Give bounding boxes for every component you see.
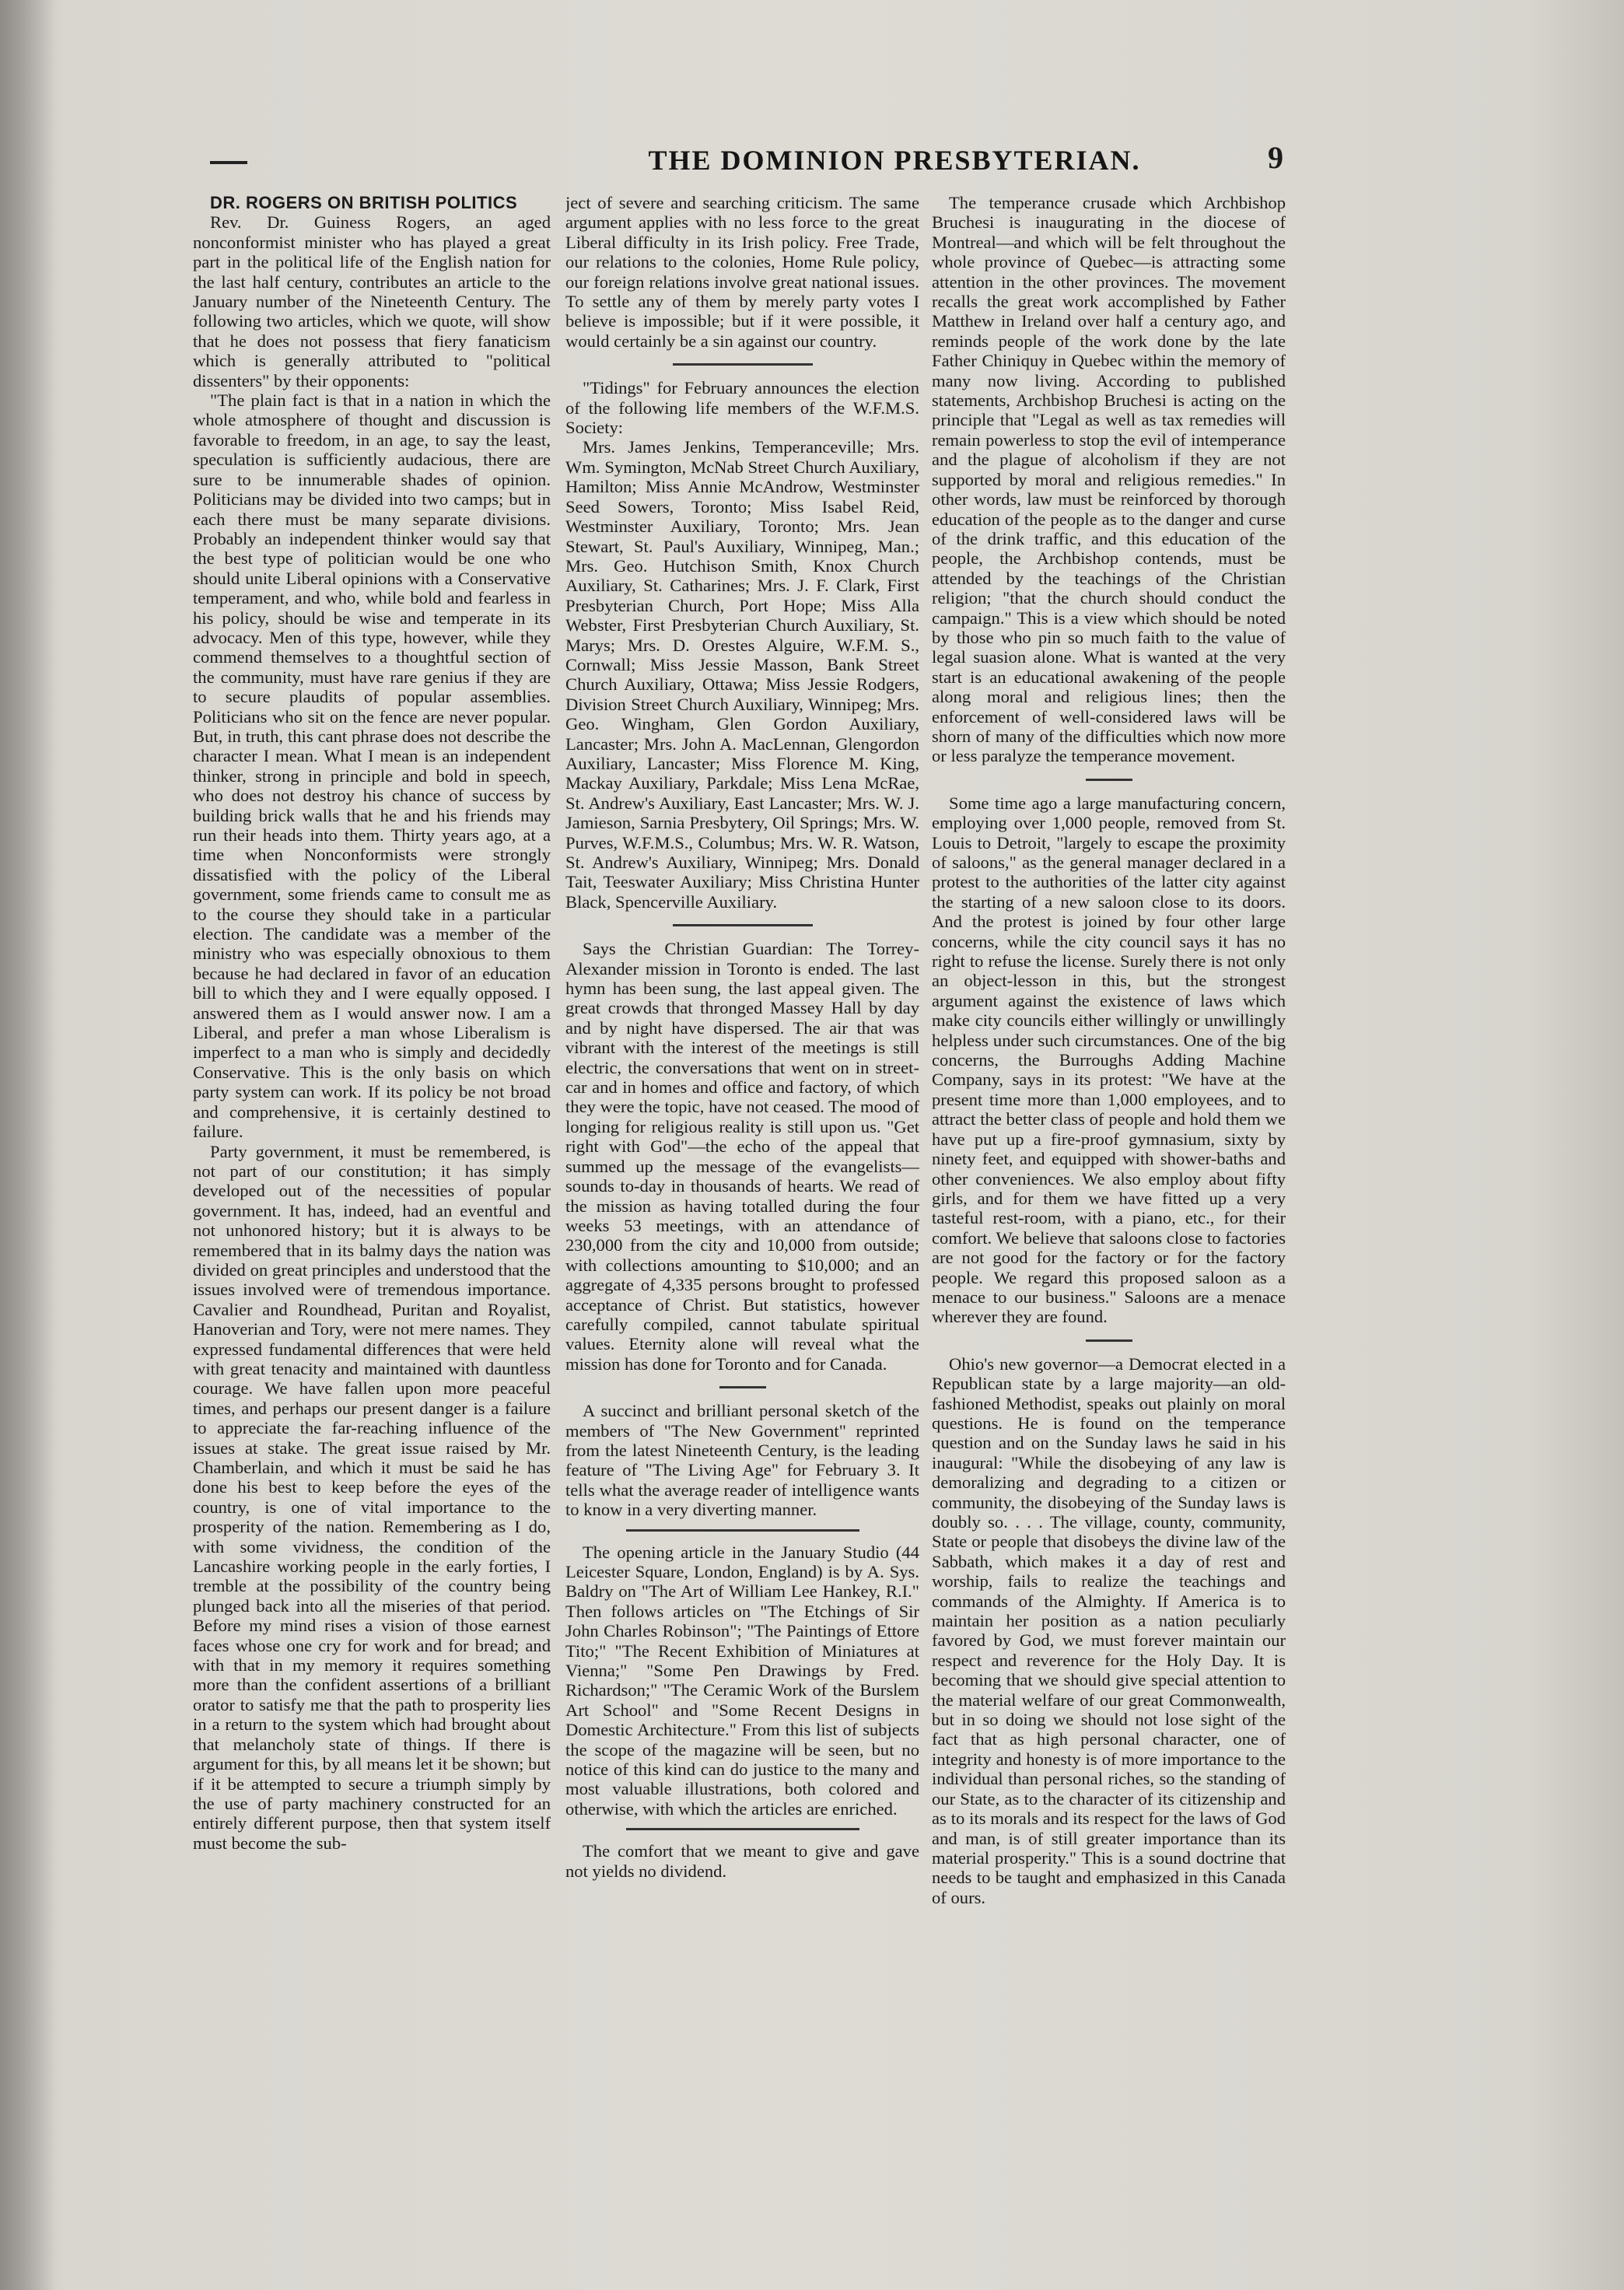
- article-paragraph: The temperance crusade which Archbishop Bruchesi is inaugurating in the diocese of Montreal—and which will be felt throughout the whole province of Quebec—is attracting some attention in the other provinces. The movement recalls the great work accomplished by Father Matthew in Ireland over half a century ago, and reminds people of the work done by the late Father Chiniquy in Quebec within the memory of many now living. According to published statements, Archbishop Bruchesi is acting on the principle that "Legal as well as tax remedies will remain powerless to stop the evil of intemperance and the plague of alcoholism if they are not supported by moral and religious remedies." In other words, law must be reinforced by thorough education of the people as to the danger and curse of the drink traffic, and this education of the people, the Archbishop contends, must be attended by the teachings of the Christian religion; "that the church should conduct the campaign." This is a view which should be noted by those who pin so much faith to the value of legal suasion alone. What is wanted at the very start is an educational awakening of the people along moral and religious lines; then the enforcement of well-considered laws will be shorn of many of the difficulties which now more or less paralyze the temperance movement.: [932, 193, 1286, 766]
- article-paragraph: "The plain fact is that in a nation in which the whole atmosphere of thought and discussion is favorable to freedom, in an age, to say the least, speculation is sufficiently audacious, there are sure to be innumerable shades of opinion. Politicians may be divided into two camps; but in each there must be many separate divisions. Probably an independent thinker would say that the best type of politician would be one who should unite Liberal opinions with a Conservative temperament, and who, while bold and fearless in his policy, should be wise and temperate in its advocacy. Men of this type, however, while they commend themselves to a thoughtful section of the community, must have rare genius if they are to secure plaudits of popular assemblies. Politicians who sit on the fence are never popular. But, in truth, this cant phrase does not describe the character I mean. What I mean is an independent thinker, strong in principle and bold in speech, who does not destroy his chance of success by building brick walls that he and his friends may run their heads into them. Thirty years ago, at a time when Nonconformists were strongly dissatisfied with the policy of the Liberal government, some friends came to consult me as to the course they should take in a particular election. The candidate was a member of the ministry who was especially obnoxious to them because he had declared in favor of an education bill to which they and I were equally opposed. I answered them as I would answer now. I am a Liberal, and prefer a man whose Liberalism is imperfect to a man who is simply and decidedly Conservative. This is the only basis on which party system can work. If its policy be not broad and comprehensive, it is certainly destined to failure.: [193, 390, 551, 1142]
- article-paragraph: Ohio's new governor—a Democrat elected in a Republican state by a large majority—an old-fashioned Methodist, speaks out plainly on moral questions. He is found on the temperance question and on the Sunday laws he said in his inaugural: "While the disobeying of any law is demoralizing and degrading to a citizen or community, the disobeying of the Sunday laws is doubly so. . . . The village, county, community, State or people that disobeys the divine law of the Sabbath, which makes it a day of rest and worship, fails to realize the teachings and commands of the Almighty. If America is to maintain her position as a nation peculiarly favored by God, we must forever maintain our respect and reverence for the Holy Day. It is becoming that we should give special attention to the material welfare of our great Commonwealth, but in so doing we should not lose sight of the fact that as high personal character, one of integrity and honesty is of more importance to the individual than personal riches, so the standing of our State, as to the character of its citizenship and as to its morals and its respect for the laws of God and man, is of still greater importance than its material prosperity." This is a sound doctrine that needs to be taught and emphasized in this Canada of ours.: [932, 1353, 1286, 1907]
- article-headline: DR. ROGERS ON BRITISH POLITICS: [210, 193, 518, 212]
- column-1: [193, 193, 551, 2122]
- article-paragraph: The opening article in the January Studio (44 Leicester Square, London, England) is by A. Sys. Baldry on "The Art of William Lee Hankey, R.I." Then follows articles on "The Etchings of Sir John Charles Robinson"; "The Paintings of Ettore Tito;" "The Recent Exhibition of Miniatures at Vienna;" "Some Pen Drawings by Fred. Richardson;" "The Ceramic Work of the Burslem Art School" and "Some Recent Designs in Domestic Architecture." From this list of subjects the scope of the magazine will be seen, but no notice of this kind can do justice to the many and most valuable illustrations, both colored and otherwise, with which the articles are enriched.: [565, 1542, 919, 1819]
- running-head: [210, 140, 1314, 191]
- section-rule: [626, 1529, 859, 1532]
- section-rule: [673, 924, 813, 926]
- article-paragraph: A succinct and brilliant personal sketch of the members of "The New Government" reprinted from the latest Nineteenth Century, is the leading feature of "The Living Age" for February 3. It tells what the average reader of intelligence wants to know in a very diverting manner.: [565, 1401, 919, 1520]
- journal-title: THE DOMINION PRESBYTERIAN.: [648, 145, 1141, 176]
- binding-shadow: [0, 0, 54, 2290]
- section-rule: [626, 1828, 859, 1830]
- header-dash: [210, 161, 247, 164]
- section-rule: [719, 1386, 766, 1388]
- article-paragraph: Party government, it must be remembered, is not part of our constitution; it has simply developed out of the necessities of popular government. It has, indeed, had an eventful and not unhonored history; but it is always to be remembered that in its balmy days the nation was divided on great principles and understood that the issues involved were of tremendous importance. Cavalier and Roundhead, Puritan and Royalist, Hanoverian and Tory, were not mere names. They expressed fundamental differences that were held with great tenacity and maintained with dauntless courage. We have fallen upon more peaceful times, and perhaps our present danger is a failure to appreciate the far-reaching influence of the issues at stake. The great issue raised by Mr. Chamberlain, and which it must be said he has done his best to keep before the eyes of the country, is one of vital importance to the prosperity of the nation. Remembering as I do, with some vividness, the condition of the Lancashire working people in the early forties, I tremble at the possibility of the country being plunged back into all the miseries of that period. Before my mind rises a vision of those earnest faces whose one cry for work and for bread; and with that in my memory it requires something more than the confident assertions of a brilliant orator to satisfy me that the path to prosperity lies in a return to the system which had brought about that melancholy state of things. If there is argument for this, by all means let it be shown; but if it be attempted to secure a triumph simply by the use of party machinery constructed for an entirely different purpose, then that system itself must become the sub-: [193, 1141, 551, 1853]
- article-paragraph: Some time ago a large manufacturing concern, employing over 1,000 people, removed from St. Louis to Detroit, "largely to escape the proximity of saloons," as the general manager declared in a protest to the authorities of the latter city against the starting of a new saloon close to its doors. And the protest is joined by four other large concerns, while the city council says it has no right to refuse the license. Surely there is not only an object-lesson in this, but the strongest argument against the existence of laws which make city councils either willingly or unwillingly helpless under such circumstances. One of the big concerns, the Burroughs Adding Machine Company, says in its protest: "We have at the present time more than 1,000 employees, and to attract the better class of people and hold them we have put up a fire-proof gymnasium, sixty by ninety feet, and equipped with shower-baths and other conveniences. We also employ about fifty girls, and for them we have fitted up a very tasteful rest-room, with a piano, etc., for their comfort. We believe that saloons close to factories are not good for the factory or for the factory people. We regard this proposed saloon as a menace to our business." Saloons are a menace wherever they are found.: [932, 793, 1286, 1327]
- section-rule: [1086, 779, 1132, 781]
- article-paragraph: Mrs. James Jenkins, Temperanceville; Mrs. Wm. Symington, McNab Street Church Auxiliary, Hamilton; Miss Annie McAndrow, Westminster Seed Sowers, Toronto; Miss Isabel Reid, Westminster Auxiliary, Toronto; Mrs. Jean Stewart, St. Paul's Auxiliary, Winnipeg, Man.; Mrs. Geo. Hutchison Smith, Knox Church Auxiliary, St. Catharines; Mrs. J. F. Clark, First Presbyterian Church, Port Hope; Miss Alla Webster, First Presbyterian Church Auxiliary, St. Marys; Mrs. D. Orestes Alguire, W.F.M. S., Cornwall; Miss Jessie Masson, Bank Street Church Auxiliary, Ottawa; Miss Jessie Rodgers, Division Street Church Auxiliary, Winnipeg; Mrs. Geo. Wingham, Glen Gordon Auxiliary, Lancaster; Mrs. John A. MacLennan, Glengordon Auxiliary, Lancaster; Miss Florence M. King, Mackay Auxiliary, Parkdale; Miss Lena McRae, St. Andrew's Auxiliary, East Lancaster; Mrs. W. J. Jamieson, Sarnia Presbytery, Oil Springs; Mrs. W. Purves, W.F.M.S., Columbus; Mrs. W. R. Watson, St. Andrew's Auxiliary, Winnipeg; Mrs. Donald Tait, Teeswater Auxiliary; Miss Christina Hunter Black, Spencerville Auxiliary.: [565, 437, 919, 912]
- page-number: 9: [1268, 140, 1283, 175]
- article-paragraph: ject of severe and searching criticism. The same argument applies with no less force to the great Liberal difficulty in its Irish policy. Free Trade, our relations to the colonies, Home Rule policy, our foreign relations involve great national issues. To settle any of them by merely party votes I believe is impossible; but if it were possible, it would certainly be a sin against our country.: [565, 193, 919, 351]
- article-paragraph: The comfort that we meant to give and gave not yields no dividend.: [565, 1841, 919, 1881]
- article-paragraph: Rev. Dr. Guiness Rogers, an aged nonconformist minister who has played a great part in the political life of the English nation for the last half century, contributes an article to the January number of the Nineteenth Century. The following two articles, which we quote, will show that he does not possess that fiery fanaticism which is generally attributed to "political dissenters" by their opponents:: [193, 212, 551, 390]
- section-rule: [1086, 1339, 1132, 1342]
- article-paragraph: Says the Christian Guardian: The Torrey-Alexander mission in Toronto is ended. The last hymn has been sung, the last appeal given. The great crowds that thronged Massey Hall by day and by night have dispersed. The air that was vibrant with the interest of the meetings is still electric, the conversations that went on in street-car and in homes and office and factory, of which they were the topic, have not ceased. The mood of longing for religious reality is still upon us. "Get right with God"—the echo of the appeal that summed up the message of the evangelists—sounds to-day in thousands of hearts. We read of the mission as having totalled during the four weeks 53 meetings, with an attendance of 230,000 from the city and 10,000 from outside; with collections amounting to $10,000; and an aggregate of 4,335 persons brought to professed acceptance of Christ. But statistics, however carefully compiled, cannot tabulate spiritual values. Eternity alone will reveal what the mission has done for Toronto and for Canada.: [565, 939, 919, 1374]
- column-2: [565, 193, 919, 2114]
- article-paragraph: "Tidings" for February announces the election of the following life members of the W.F.M.S. Society:: [565, 378, 919, 438]
- column-3: [932, 193, 1286, 2099]
- section-rule: [673, 363, 813, 366]
